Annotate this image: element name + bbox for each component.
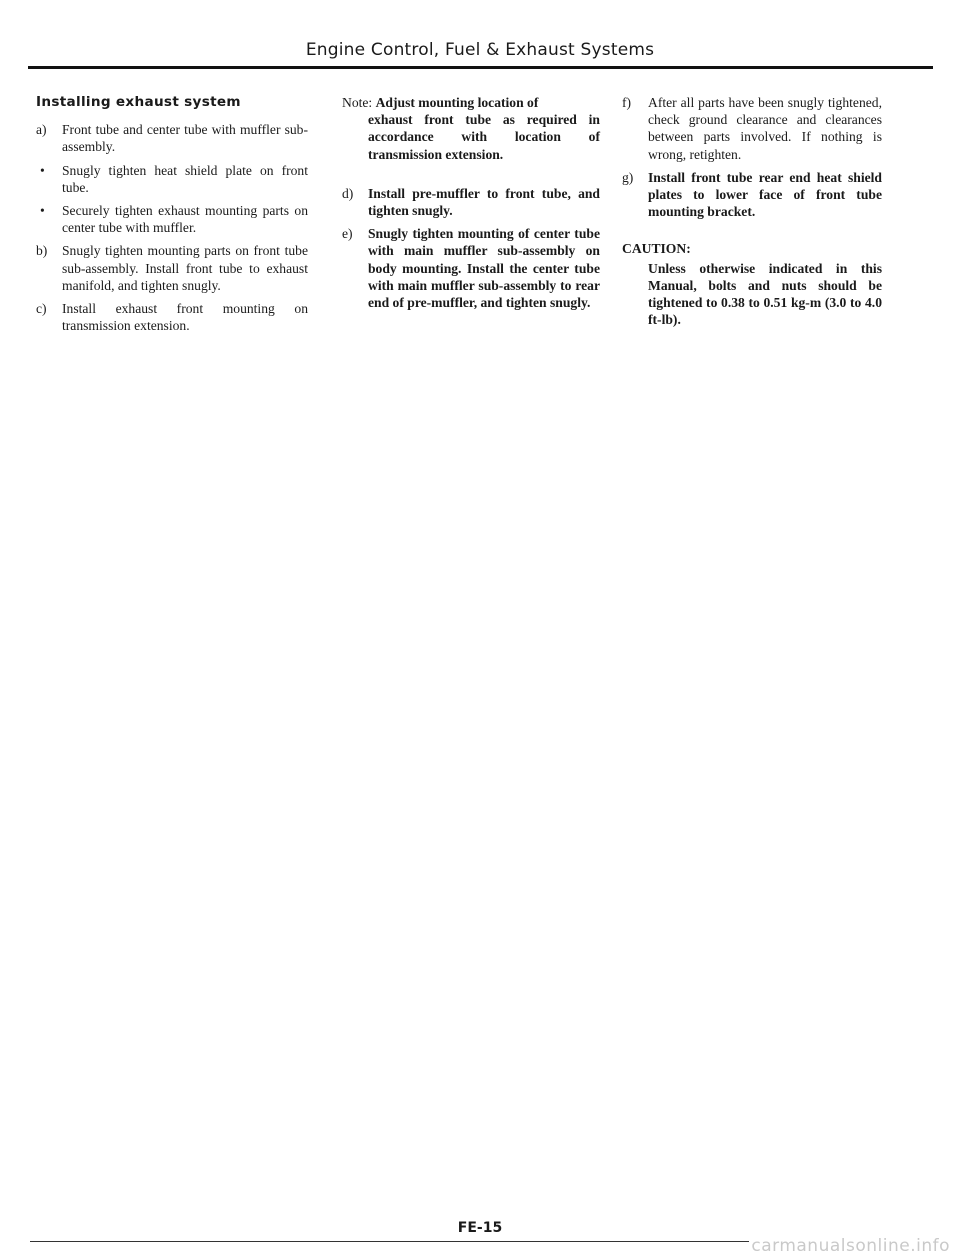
note-block bbox=[342, 94, 600, 163]
column-3 bbox=[622, 94, 882, 328]
bullet-icon: • bbox=[40, 162, 45, 178]
spacer bbox=[342, 163, 600, 185]
step-marker: a) bbox=[36, 122, 47, 138]
step-text: Install exhaust front mounting on transmission extension. bbox=[62, 301, 308, 334]
note-label: Note: bbox=[342, 95, 373, 110]
page-header: Engine Control, Fuel & Exhaust Systems bbox=[305, 40, 655, 60]
section-title: Installing exhaust system bbox=[36, 94, 241, 110]
header-rule bbox=[28, 66, 933, 69]
step-a bbox=[36, 121, 308, 155]
note-text: exhaust front tube as required in accordance with location of transmission extension. bbox=[368, 112, 600, 162]
step-d bbox=[342, 185, 600, 219]
bullet-item bbox=[36, 162, 308, 196]
caution-text: Unless otherwise indicated in this Manual, bolts and nuts should be tightened to 0.38 to 0.51 kg-m (3.0 to 4.0 ft-lb). bbox=[648, 260, 882, 328]
step-b bbox=[36, 242, 308, 294]
step-text: Install front tube rear end heat shield plates to lower face of front tube mounting bracket. bbox=[648, 169, 882, 220]
step-marker: f) bbox=[622, 95, 632, 110]
step-text: Front tube and center tube with muffler sub-assembly. bbox=[62, 122, 308, 155]
step-marker: g) bbox=[622, 169, 634, 185]
note-first-line bbox=[342, 94, 600, 111]
step-text: Snugly tighten mounting parts on front tube sub-assembly. Install front tube to exhaust manifold, and tighten snugly. bbox=[62, 243, 308, 293]
step-f bbox=[622, 94, 882, 163]
step-marker: b) bbox=[36, 243, 48, 259]
step-marker: c) bbox=[36, 301, 47, 317]
step-text: Install pre-muffler to front tube, and tighten snugly. bbox=[368, 185, 600, 219]
step-text: Snugly tighten mounting of center tube with main muffler sub-assembly on body mounting. Install the center tube with main muffler sub-assembly to rear end of pre-muffler, and tighten snugly. bbox=[368, 226, 600, 311]
caution-label: CAUTION: bbox=[622, 241, 691, 257]
column-2 bbox=[342, 94, 600, 317]
step-marker: d) bbox=[342, 185, 354, 201]
step-g bbox=[622, 169, 882, 221]
watermark: carmanualsonline.info bbox=[751, 1236, 950, 1256]
step-marker: e) bbox=[342, 226, 353, 242]
step-e bbox=[342, 225, 600, 311]
bullet-text: Snugly tighten heat shield plate on front tube. bbox=[62, 162, 308, 195]
bullet-text: Securely tighten exhaust mounting parts on center tube with muffler. bbox=[62, 203, 308, 236]
page-number: FE-15 bbox=[457, 1220, 503, 1236]
bullet-item bbox=[36, 202, 308, 236]
bullet-icon: • bbox=[40, 203, 45, 219]
step-text: After all parts have been snugly tightened, check ground clearance and clearances between parts involved. If nothing is wrong, retighten. bbox=[648, 95, 882, 162]
step-c bbox=[36, 300, 308, 334]
note-first-text: Adjust mounting location of bbox=[375, 95, 539, 110]
column-1 bbox=[36, 94, 308, 340]
